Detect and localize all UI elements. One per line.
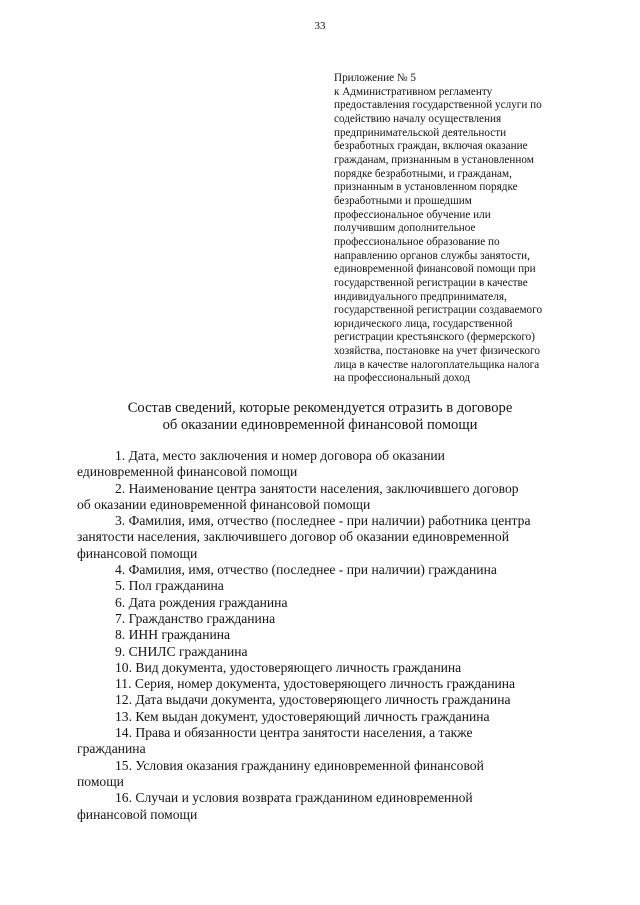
annex-line: профессиональное образование по	[334, 235, 500, 248]
list-item: 12. Дата выдачи документа, удостоверяющего личность гражданина	[115, 692, 511, 708]
annex-line: предпринимательской деятельности	[334, 126, 507, 139]
annex-line: гражданам, признанным в установленном	[334, 153, 534, 166]
list-item-continuation: финансовой помощи	[77, 806, 198, 822]
list-item: 6. Дата рождения гражданина	[115, 594, 288, 610]
annex-line: порядке безработными, и гражданам,	[334, 167, 512, 180]
list-item: 9. СНИЛС гражданина	[115, 643, 248, 659]
annex-line: профессиональное обучение или	[334, 208, 491, 221]
annex-line: государственной регистрации создаваемого	[334, 304, 543, 317]
list-item-continuation: финансовой помощи	[77, 545, 198, 561]
annex-line: индивидуального предпринимателя,	[334, 290, 507, 303]
annex-line: юридического лица, государственной	[334, 317, 513, 330]
list-item-continuation: об оказании единовременной финансовой помощи	[77, 496, 371, 512]
list-item-continuation: единовременной финансовой помощи	[77, 464, 298, 480]
document-title	[0, 400, 640, 434]
page-number: 33	[314, 20, 326, 32]
annex-line: хозяйства, постановке на учет физического	[334, 345, 540, 358]
annex-line: Приложение № 5	[334, 72, 416, 84]
annex-line: безработных граждан, включая оказание	[334, 140, 528, 153]
annex-line: признанным в установленном порядке	[334, 181, 518, 194]
annex-line: регистрации крестьянского (фермерского)	[334, 331, 535, 344]
annex-line: лица в качестве налогоплательщика налога	[334, 358, 540, 371]
annex-line: единовременной финансовой помощи при	[334, 263, 536, 276]
annex-line: содействию началу осуществления	[334, 112, 502, 125]
title-line: Состав сведений, которые рекомендуется отразить в договоре	[127, 400, 513, 416]
annex-line: направлению органов службы занятости,	[334, 249, 530, 262]
list-item-continuation: занятости населения, заключившего договор об оказании единовременной	[77, 529, 509, 545]
list-item: 14. Права и обязанности центра занятости населения, а также	[115, 725, 473, 741]
annex-header	[334, 72, 594, 386]
list-item: 3. Фамилия, имя, отчество (последнее - при наличии) работника центра	[115, 513, 531, 529]
list-item: 8. ИНН гражданина	[115, 627, 231, 643]
list-item: 4. Фамилия, имя, отчество (последнее - при наличии) гражданина	[115, 562, 497, 578]
list-item: 7. Гражданство гражданина	[115, 610, 276, 626]
list-item: 15. Условия оказания гражданину единовременной финансовой	[115, 757, 484, 773]
information-list	[77, 448, 577, 823]
annex-line: предоставления государственной услуги по	[334, 99, 542, 112]
list-item: 10. Вид документа, удостоверяющего личность гражданина	[115, 659, 462, 675]
annex-line: получившим дополнительное	[334, 222, 476, 235]
list-item: 1. Дата, место заключения и номер договора об оказании	[115, 448, 445, 463]
title-line: об оказании единовременной финансовой помощи	[162, 417, 478, 433]
list-item: 2. Наименование центра занятости населения, заключившего договор	[115, 480, 519, 496]
annex-line: государственной регистрации в качестве	[334, 276, 528, 289]
annex-line: безработными и прошедшим	[334, 194, 472, 207]
list-item: 5. Пол гражданина	[115, 578, 224, 594]
list-item-continuation: гражданина	[77, 741, 146, 757]
annex-line: к Административном регламенту	[334, 85, 493, 98]
list-item-continuation: помощи	[77, 773, 124, 789]
list-item: 13. Кем выдан документ, удостоверяющий личность гражданина	[115, 708, 490, 724]
list-item: 16. Случаи и условия возврата гражданином единовременной	[115, 790, 473, 806]
list-item: 11. Серия, номер документа, удостоверяющего личность гражданина	[115, 676, 516, 692]
annex-line: на профессиональный доход	[334, 372, 471, 385]
